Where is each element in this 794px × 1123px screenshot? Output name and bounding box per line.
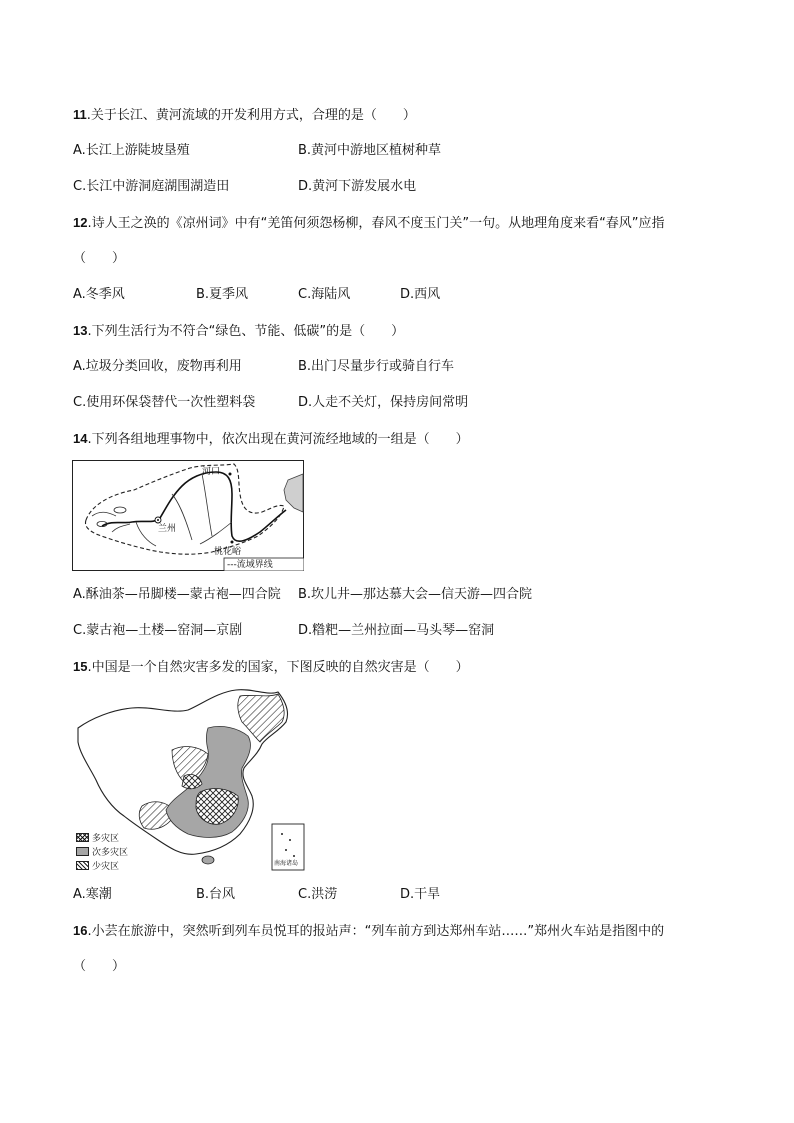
- legend-label: 次多灾区: [92, 848, 129, 858]
- question-15-stem: [73, 658, 469, 677]
- question-text: .小芸在旅游中，突然听到列车员悦耳的报站声：“列车前方到达郑州车站……”郑州火车站是指图中的: [87, 924, 665, 939]
- map-label-taohuayu: 桃花峪: [214, 547, 242, 557]
- question-number: 11: [73, 107, 87, 122]
- option-a[interactable]: A.长江上游陡坡垦殖: [73, 143, 190, 158]
- question-16-stem-continued: （ ）: [73, 959, 126, 974]
- map-label-hekou: 河口: [202, 467, 221, 477]
- option-b[interactable]: B.出门尽量步行或骑自行车: [298, 359, 455, 374]
- legend-most-disaster: [76, 833, 119, 844]
- question-text: .下列生活行为不符合“绿色、节能、低碳”的是（ ）: [87, 324, 405, 339]
- option-c[interactable]: C.洪涝: [298, 887, 338, 902]
- question-number: 14: [73, 431, 88, 446]
- option-b[interactable]: B.黄河中游地区植树种草: [298, 143, 442, 158]
- legend-secondary-disaster: [76, 847, 128, 858]
- map-legend-basin-boundary: ---流域界线: [227, 560, 273, 570]
- option-c[interactable]: C.蒙古袍—土楼—窑洞—京剧: [73, 623, 243, 638]
- question-12-stem: [73, 214, 665, 233]
- hatch-swatch-icon: [76, 861, 89, 870]
- map-label-lanzhou: 兰州: [158, 524, 177, 534]
- option-a[interactable]: A.冬季风: [73, 287, 125, 302]
- option-a[interactable]: A.酥油茶—吊脚楼—蒙古袍—四合院: [73, 587, 281, 602]
- option-d[interactable]: D.黄河下游发展水电: [298, 179, 417, 194]
- china-disaster-map: [72, 688, 308, 878]
- question-text: .诗人王之涣的《凉州词》中有“羌笛何须怨杨柳，春风不度玉门关”一句。从地理角度来看“春风”应指: [87, 216, 665, 231]
- question-text: .下列各组地理事物中，依次出现在黄河流经地域的一组是（ ）: [87, 432, 469, 447]
- grey-swatch-icon: [76, 847, 89, 856]
- question-12-stem-continued: （ ）: [73, 251, 126, 266]
- option-c[interactable]: C.海陆风: [298, 287, 351, 302]
- legend-label: 少灾区: [92, 862, 120, 872]
- cross-hatch-swatch-icon: [76, 833, 89, 842]
- option-d[interactable]: D.糌粑—兰州拉面—马头琴—窑洞: [298, 623, 495, 638]
- option-a[interactable]: A.寒潮: [73, 887, 112, 902]
- question-16-stem: [73, 922, 664, 941]
- option-c[interactable]: C.长江中游洞庭湖围湖造田: [73, 179, 230, 194]
- option-b[interactable]: B.坎儿井—那达慕大会—信天游—四合院: [298, 587, 533, 602]
- question-13-stem: [73, 322, 404, 341]
- option-b[interactable]: B.夏季风: [196, 287, 249, 302]
- basin-map-svg: [72, 460, 304, 571]
- option-b[interactable]: B.台风: [196, 887, 236, 902]
- option-c[interactable]: C.使用环保袋替代一次性塑料袋: [73, 395, 256, 410]
- question-number: 15: [73, 659, 88, 674]
- legend-label: 多灾区: [92, 834, 120, 844]
- question-number: 13: [73, 323, 88, 338]
- question-text: .中国是一个自然灾害多发的国家，下图反映的自然灾害是（ ）: [87, 660, 469, 675]
- option-d[interactable]: D.干旱: [400, 887, 441, 902]
- inset-label-south-china-sea: 南海诸岛: [274, 860, 299, 867]
- option-d[interactable]: D.西风: [400, 287, 441, 302]
- option-d[interactable]: D.人走不关灯，保持房间常明: [298, 395, 469, 410]
- question-text: .关于长江、黄河流域的开发利用方式，合理的是（ ）: [86, 108, 416, 123]
- option-a[interactable]: A.垃圾分类回收，废物再利用: [73, 359, 242, 374]
- yellow-river-basin-map: [72, 460, 304, 571]
- question-11-stem: [73, 106, 416, 125]
- question-number: 16: [73, 923, 88, 938]
- question-14-stem: [73, 430, 469, 449]
- legend-less-disaster: [76, 861, 119, 872]
- question-number: 12: [73, 215, 88, 230]
